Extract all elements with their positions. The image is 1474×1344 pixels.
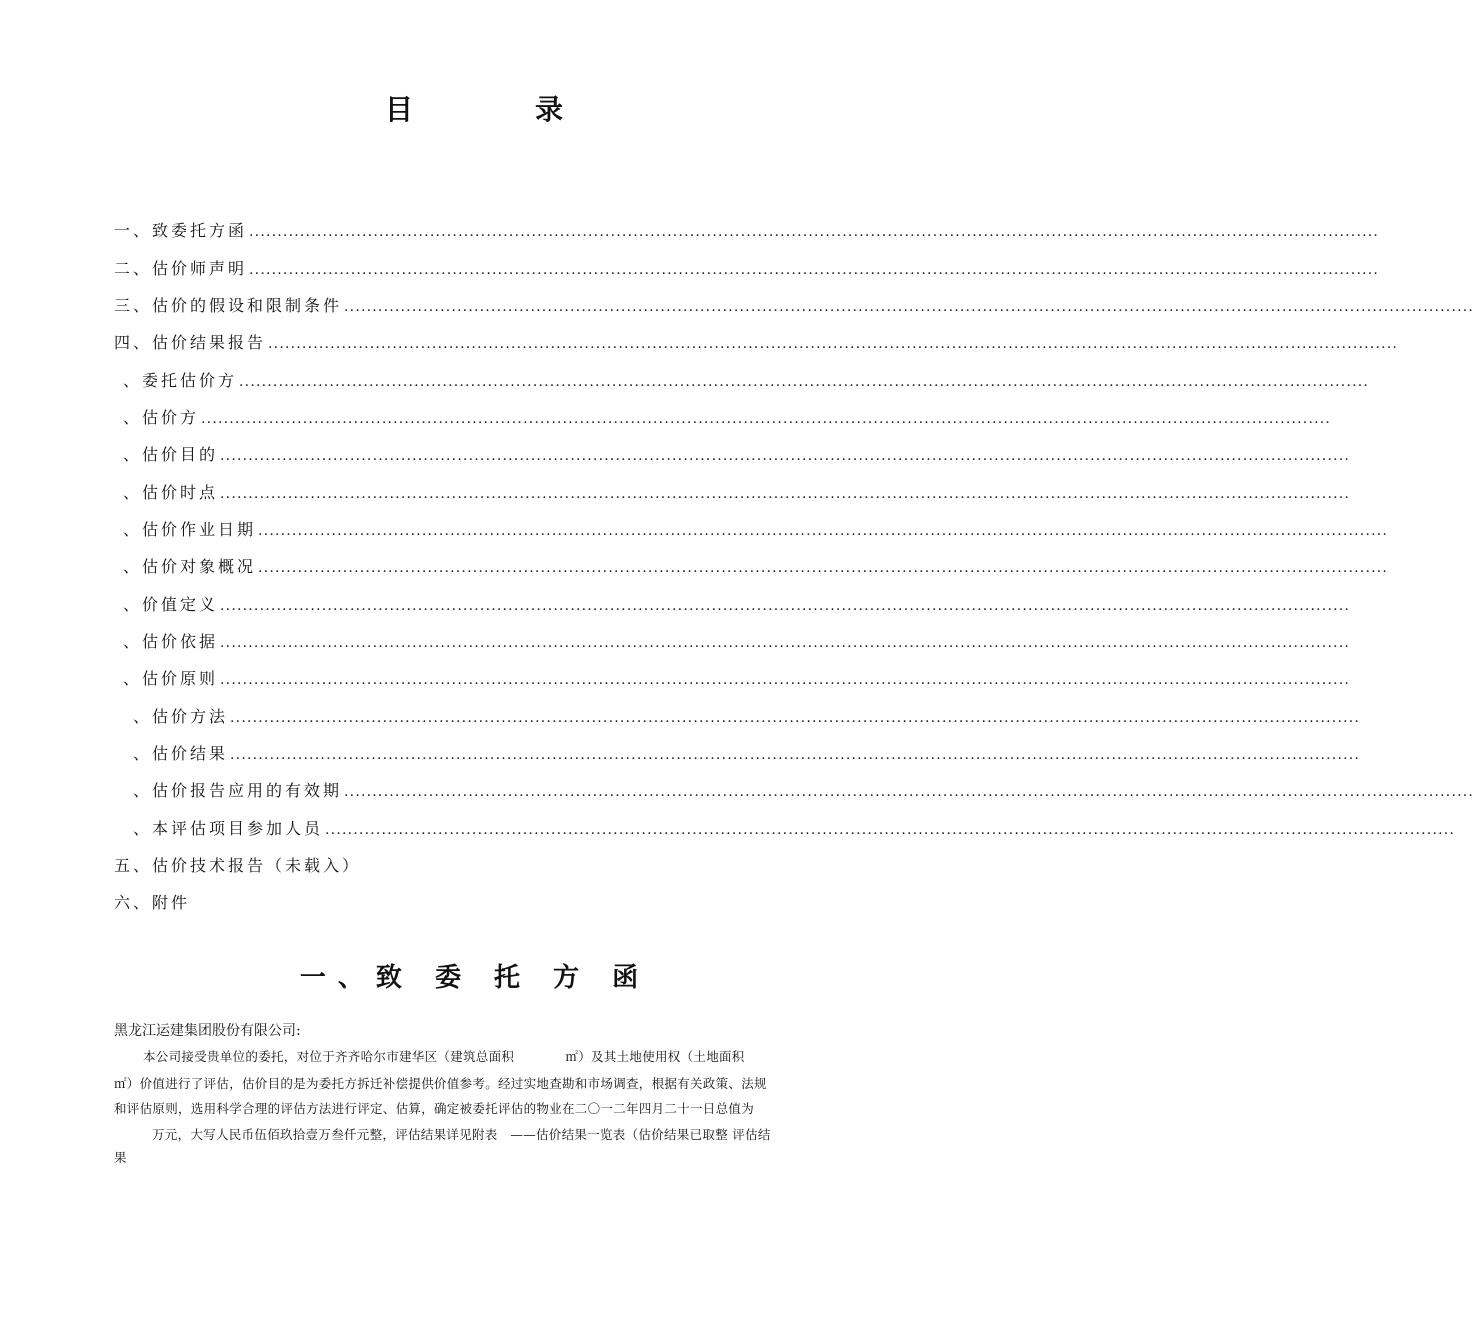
section-title: 一、致 委 托 方 函 (299, 963, 651, 993)
toc-item-label: 六、附件 (114, 893, 191, 912)
toc-item-label: 四、估价结果报告 (114, 333, 267, 352)
toc-leader-dots: ........................................................................................................................................................................................................ (220, 486, 1351, 502)
toc-item[interactable] (123, 664, 1351, 694)
toc-leader-dots: ........................................................................................................................................................................................................ (220, 448, 1351, 464)
toc-leader-dots: ........................................................................................................................................................................................................ (258, 523, 1389, 539)
letter-line: 和评估原则，选用科学合理的评估方法进行评定、估算，确定被委托评估的物业在二〇一二年四月二十一日总值为 (114, 1101, 755, 1116)
toc-item[interactable] (114, 254, 1380, 284)
toc-leader-dots: ........................................................................................................................................................................................................ (344, 784, 1474, 800)
toc-item-label: 、估价时点 (123, 483, 219, 502)
toc-item[interactable] (123, 552, 1389, 582)
toc-item-label: 、估价方 (123, 408, 200, 427)
toc-item-label: 一、致委托方函 (114, 221, 248, 240)
letter-line: 果 (114, 1150, 127, 1165)
toc-leader-dots: ........................................................................................................................................................................................................ (344, 299, 1474, 315)
toc-item[interactable] (123, 627, 1351, 657)
toc-leader-dots: ........................................................................................................................................................................................................ (258, 560, 1389, 576)
toc-item-label: 五、估价技术报告（未载入） (114, 856, 362, 875)
toc-item[interactable] (133, 739, 1361, 769)
toc-item[interactable] (123, 403, 1332, 433)
toc-item[interactable] (114, 328, 1399, 358)
toc-item[interactable] (114, 216, 1380, 246)
toc-item[interactable] (123, 440, 1351, 470)
toc-title-left: 目 (384, 93, 415, 126)
toc-item[interactable] (114, 851, 361, 881)
toc-leader-dots: ........................................................................................................................................................................................................ (249, 224, 1380, 240)
toc-leader-dots: ........................................................................................................................................................................................................ (220, 598, 1351, 614)
toc-leader-dots: ........................................................................................................................................................................................................ (230, 747, 1361, 763)
toc-item[interactable] (133, 702, 1361, 732)
toc-leader-dots: ........................................................................................................................................................................................................ (220, 672, 1351, 688)
toc-item[interactable] (114, 888, 190, 918)
toc-item-label: 、估价目的 (123, 445, 219, 464)
letter-addressee: 黑龙江运建集团股份有限公司: (114, 1023, 301, 1039)
toc-leader-dots: ........................................................................................................................................................................................................ (239, 374, 1370, 390)
toc-item-label: 、估价原则 (123, 669, 219, 688)
toc-item-label: 、价值定义 (123, 595, 219, 614)
toc-item[interactable] (133, 814, 1456, 844)
letter-line: 本公司接受贵单位的委托，对位于齐齐哈尔市建华区（建筑总面积 ㎡）及其土地使用权（土地面积 (143, 1049, 745, 1064)
toc-title-right: 录 (535, 93, 566, 126)
toc-item-label: 、估价报告应用的有效期 (133, 781, 343, 800)
toc-item[interactable] (114, 291, 1474, 321)
toc-item[interactable] (123, 478, 1351, 508)
toc-item-label: 、估价依据 (123, 632, 219, 651)
toc-leader-dots: ........................................................................................................................................................................................................ (268, 336, 1399, 352)
toc-item[interactable] (123, 366, 1370, 396)
toc-leader-dots: ........................................................................................................................................................................................................ (220, 635, 1351, 651)
letter-line: 万元，大写人民币伍佰玖拾壹万叁仟元整，评估结果详见附表 ——估价结果一览表（估价结果已取整 评估结 (152, 1127, 771, 1142)
toc-leader-dots: ........................................................................................................................................................................................................ (201, 411, 1332, 427)
toc-title (0, 88, 950, 128)
toc-leader-dots: ........................................................................................................................................................................................................ (230, 710, 1361, 726)
toc-item[interactable] (123, 515, 1389, 545)
toc-item-label: 二、估价师声明 (114, 259, 248, 278)
toc-item[interactable] (123, 590, 1351, 620)
toc-item-label: 三、估价的假设和限制条件 (114, 296, 343, 315)
toc-item[interactable] (133, 776, 1474, 806)
letter-line: ㎡）价值进行了评估，估价目的是为委托方拆迁补偿提供价值参考。经过实地查勘和市场调查，根据有关政策、法规 (114, 1076, 767, 1091)
toc-item-label: 、估价方法 (133, 707, 229, 726)
toc-leader-dots: ........................................................................................................................................................................................................ (325, 822, 1456, 838)
toc-item-label: 、估价作业日期 (123, 520, 257, 539)
toc-item-label: 、委托估价方 (123, 371, 238, 390)
toc-leader-dots: ........................................................................................................................................................................................................ (249, 262, 1380, 278)
toc-item-label: 、估价结果 (133, 744, 229, 763)
toc-item-label: 、估价对象概况 (123, 557, 257, 576)
toc-item-label: 、本评估项目参加人员 (133, 819, 324, 838)
